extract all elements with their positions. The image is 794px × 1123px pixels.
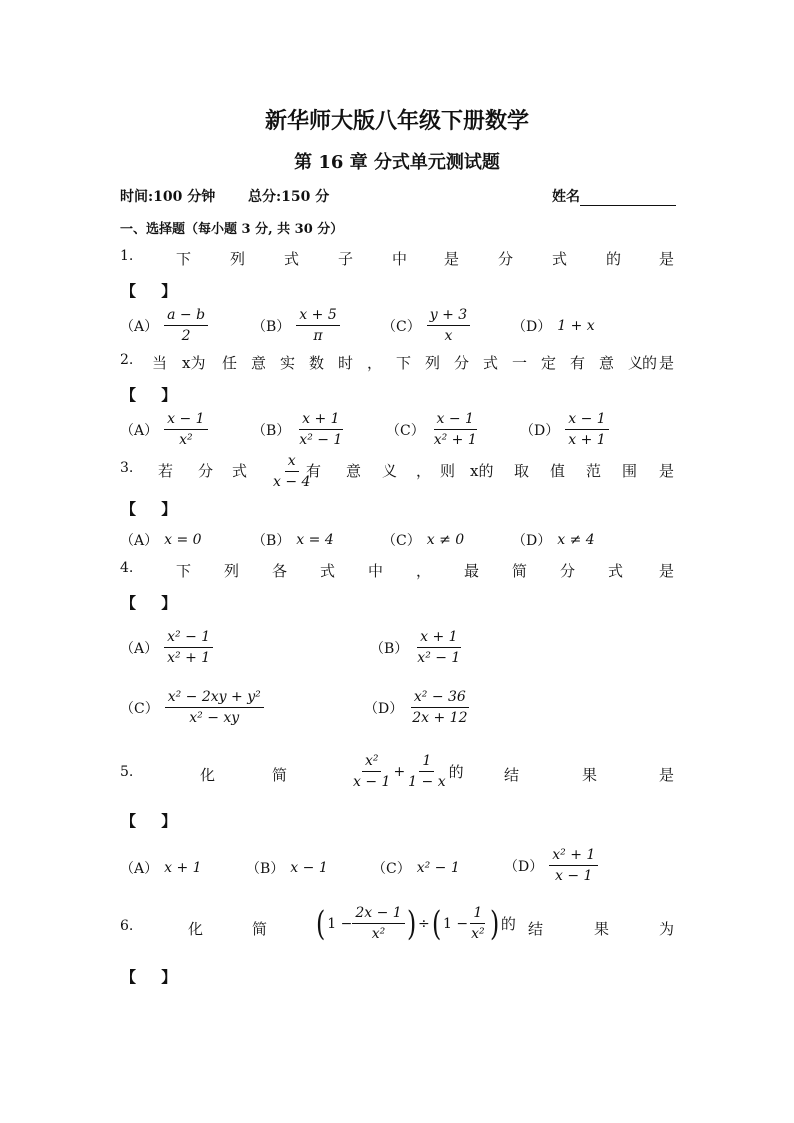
stem-char: 果: [594, 920, 610, 938]
fraction: [565, 410, 608, 449]
stem-char: 围: [622, 462, 638, 480]
option-label: （D）: [364, 700, 404, 717]
stem-char: 当: [152, 354, 168, 372]
stem-char: ，: [367, 354, 383, 372]
stem-char: 最: [464, 562, 480, 580]
numerator: 1: [470, 904, 485, 924]
option-label: （A）: [120, 318, 159, 335]
numerator: 1: [419, 752, 434, 772]
fraction: [164, 306, 208, 345]
stem-char: 有: [306, 462, 322, 480]
stem-char: 结: [528, 920, 544, 938]
fraction: [468, 904, 488, 943]
option-c[interactable]: [386, 410, 480, 449]
option-d[interactable]: [520, 410, 609, 449]
option-expression: x² − 1: [416, 860, 460, 876]
option-d[interactable]: [504, 846, 598, 885]
fraction: [549, 846, 598, 885]
question-number: 2.: [120, 352, 134, 368]
option-b[interactable]: [370, 628, 463, 667]
question-2-stem: [120, 352, 676, 376]
question-number: 5.: [120, 764, 134, 780]
question-4-stem: [120, 560, 676, 584]
name-blank[interactable]: [580, 191, 676, 206]
option-expression: x ≠ 0: [426, 532, 465, 548]
option-d[interactable]: [512, 316, 595, 336]
section-title: 一、选择题（每小题 3 分, 共 30 分）: [120, 222, 344, 237]
denominator: x − 4: [273, 474, 311, 490]
fraction: [431, 410, 480, 449]
fraction: [296, 306, 339, 345]
stem-char: 式: [483, 354, 499, 372]
option-label: （A）: [120, 861, 159, 877]
option-expression: x − 1: [290, 860, 328, 876]
option-expression: x = 4: [296, 532, 334, 548]
fraction: [427, 306, 470, 345]
option-c[interactable]: [372, 858, 460, 878]
option-a[interactable]: [120, 628, 213, 667]
option-d[interactable]: [364, 688, 470, 727]
stem-char: 式: [608, 562, 624, 580]
denominator: π: [313, 328, 323, 344]
option-b[interactable]: [252, 530, 334, 550]
stem-char: 定: [541, 354, 557, 372]
fraction: [296, 410, 345, 449]
option-label: （C）: [382, 318, 421, 335]
fraction: [350, 752, 393, 791]
denominator: 2: [181, 328, 191, 344]
stem-char: 是: [659, 462, 675, 480]
stem-char: 若: [158, 462, 174, 480]
stem-char: 各: [272, 562, 288, 580]
answer-bracket[interactable]: 【 】: [121, 594, 187, 612]
option-a[interactable]: [120, 410, 208, 449]
option-label: （C）: [382, 533, 421, 549]
stem-char: 一: [512, 354, 528, 372]
numerator: 2x − 1: [352, 904, 404, 924]
stem-char: 则: [440, 462, 456, 480]
answer-bracket[interactable]: 【 】: [121, 812, 187, 830]
numerator: x + 5: [296, 306, 339, 326]
option-b[interactable]: [252, 306, 340, 345]
option-b[interactable]: [252, 410, 345, 449]
option-label: （D）: [512, 319, 552, 335]
stem-char: 是: [659, 562, 675, 580]
option-a[interactable]: [120, 306, 208, 345]
stem-char: x为: [182, 354, 206, 372]
denominator: x² + 1: [433, 432, 477, 448]
denominator: x²: [179, 432, 193, 448]
stem-char: 分: [498, 250, 514, 268]
term-one: 1 −: [442, 915, 469, 932]
fraction: [164, 410, 207, 449]
divide-sign: ÷: [417, 915, 430, 932]
stem-char: 实: [280, 354, 296, 372]
question-number: 1.: [120, 248, 134, 264]
numerator: x² − 36: [411, 688, 469, 708]
stem-char: 是: [444, 250, 460, 268]
fraction: [352, 904, 404, 943]
denominator: x + 1: [568, 432, 606, 448]
option-label: （A）: [120, 640, 159, 657]
stem-char: 式: [232, 462, 248, 480]
right-paren: ): [406, 903, 416, 944]
fraction: [405, 752, 448, 791]
denominator: x² − 1: [299, 432, 343, 448]
option-label: （D）: [520, 422, 560, 439]
stem-char: 取: [514, 462, 530, 480]
stem-char: 列: [224, 562, 240, 580]
numerator: x − 1: [565, 410, 608, 430]
stem-char: 简: [272, 766, 288, 784]
numerator: x²: [362, 752, 382, 772]
fraction: [409, 688, 470, 727]
option-d[interactable]: [512, 530, 595, 550]
stem-char: 的: [606, 250, 622, 268]
option-label: （B）: [246, 861, 285, 877]
left-paren: (: [431, 903, 441, 944]
denominator: x² − 1: [417, 650, 461, 666]
option-c[interactable]: [382, 306, 470, 345]
stem-char: 结: [504, 766, 520, 784]
stem-char: 是: [659, 354, 675, 372]
option-label: （D）: [504, 858, 544, 875]
numerator: x: [285, 452, 299, 472]
option-label: （B）: [252, 318, 291, 335]
stem-char: 数: [309, 354, 325, 372]
stem-char: 式: [284, 250, 300, 268]
stem-char: 分: [198, 462, 214, 480]
stem-char: 有: [570, 354, 586, 372]
stem-char: 下: [176, 562, 192, 580]
stem-char: 义: [382, 462, 398, 480]
stem-char: 分: [454, 354, 470, 372]
stem-char: 式: [320, 562, 336, 580]
stem-char: 简: [512, 562, 528, 580]
stem-char: 的: [500, 915, 516, 933]
denominator: x² + 1: [167, 650, 211, 666]
stem-char: 化: [200, 766, 216, 784]
option-a[interactable]: [120, 530, 202, 550]
answer-bracket[interactable]: 【 】: [121, 386, 187, 404]
stem-char: 式: [552, 250, 568, 268]
stem-char: 子: [338, 250, 354, 268]
stem-char: 是: [659, 250, 675, 268]
stem-char: 的: [642, 354, 658, 372]
fraction: [414, 628, 463, 667]
question-number: 6.: [120, 918, 134, 934]
option-c[interactable]: [120, 688, 264, 727]
chapter-subtitle: 第 16 章 分式单元测试题: [294, 152, 500, 173]
numerator: x + 1: [417, 628, 460, 648]
q6-expression: [314, 904, 516, 943]
answer-bracket[interactable]: 【 】: [121, 968, 187, 986]
denominator: x − 1: [353, 774, 391, 790]
option-expression: x = 0: [164, 532, 202, 548]
stem-char: 为: [659, 920, 675, 938]
page-title: 新华师大版八年级下册数学: [264, 108, 529, 134]
denominator: x²: [371, 926, 386, 942]
stem-char: 中: [392, 250, 408, 268]
option-label: （D）: [512, 533, 552, 549]
question-number: 4.: [120, 560, 134, 576]
stem-char: x的: [470, 462, 494, 480]
option-label: （A）: [120, 422, 159, 439]
option-a[interactable]: [120, 858, 202, 878]
option-expression: 1 + x: [557, 318, 595, 334]
denominator: 1 − x: [408, 774, 446, 790]
numerator: x + 1: [299, 410, 342, 430]
fraction: [165, 688, 264, 727]
stem-char: 范: [586, 462, 602, 480]
answer-bracket[interactable]: 【 】: [121, 500, 187, 518]
numerator: x² − 1: [164, 628, 213, 648]
denominator: 2x + 12: [412, 710, 468, 726]
numerator: x − 1: [164, 410, 207, 430]
stem-char: 时: [338, 354, 354, 372]
denominator: x: [444, 328, 453, 344]
name-label: 姓名: [552, 189, 580, 205]
stem-char: 意: [346, 462, 362, 480]
stem-char: 意: [251, 354, 267, 372]
name-field[interactable]: [552, 186, 676, 206]
stem-char: 简: [252, 920, 268, 938]
fraction: [164, 628, 213, 667]
time-limit: 时间:100 分钟: [120, 189, 216, 205]
stem-char: 的: [448, 763, 464, 781]
stem-char: 分: [560, 562, 576, 580]
numerator: y + 3: [427, 306, 470, 326]
stem-char: ，: [416, 462, 432, 480]
option-label: （C）: [372, 861, 411, 877]
stem-char: 义: [628, 354, 644, 372]
denominator: x²: [471, 926, 485, 942]
left-paren: (: [315, 903, 326, 944]
question-number: 3.: [120, 460, 134, 476]
option-label: （C）: [386, 422, 425, 439]
stem-char: 任: [222, 354, 238, 372]
numerator: x − 1: [434, 410, 477, 430]
denominator: x − 1: [555, 868, 593, 884]
term-one: 1 −: [327, 915, 353, 932]
numerator: x² + 1: [549, 846, 598, 866]
stem-char: 中: [368, 562, 384, 580]
stem-char: 下: [176, 250, 192, 268]
option-label: （B）: [370, 640, 409, 657]
q5-expression: [350, 752, 464, 791]
denominator: x² − xy: [189, 710, 240, 726]
stem-char: 是: [659, 766, 675, 784]
option-expression: x + 1: [164, 860, 202, 876]
stem-char: 果: [582, 766, 598, 784]
stem-char: ，: [416, 562, 432, 580]
total-score: 总分:150 分: [248, 189, 330, 205]
stem-char: 化: [188, 920, 204, 938]
option-label: （C）: [120, 700, 159, 717]
right-paren: ): [489, 903, 499, 944]
question-3-stem: [120, 453, 676, 490]
option-label: （B）: [252, 422, 291, 439]
answer-bracket[interactable]: 【 】: [121, 282, 187, 300]
option-label: （A）: [120, 533, 159, 549]
plus-sign: +: [393, 763, 406, 780]
stem-char: 列: [425, 354, 441, 372]
option-expression: x ≠ 4: [557, 532, 595, 548]
numerator: a − b: [164, 306, 208, 326]
option-c[interactable]: [382, 530, 464, 550]
option-b[interactable]: [246, 858, 328, 878]
option-label: （B）: [252, 533, 291, 549]
stem-char: 列: [230, 250, 246, 268]
numerator: x² − 2xy + y²: [165, 688, 264, 708]
stem-char: 意: [599, 354, 615, 372]
stem-char: 下: [396, 354, 412, 372]
question-1-stem: [120, 248, 676, 272]
stem-char: 值: [550, 462, 566, 480]
